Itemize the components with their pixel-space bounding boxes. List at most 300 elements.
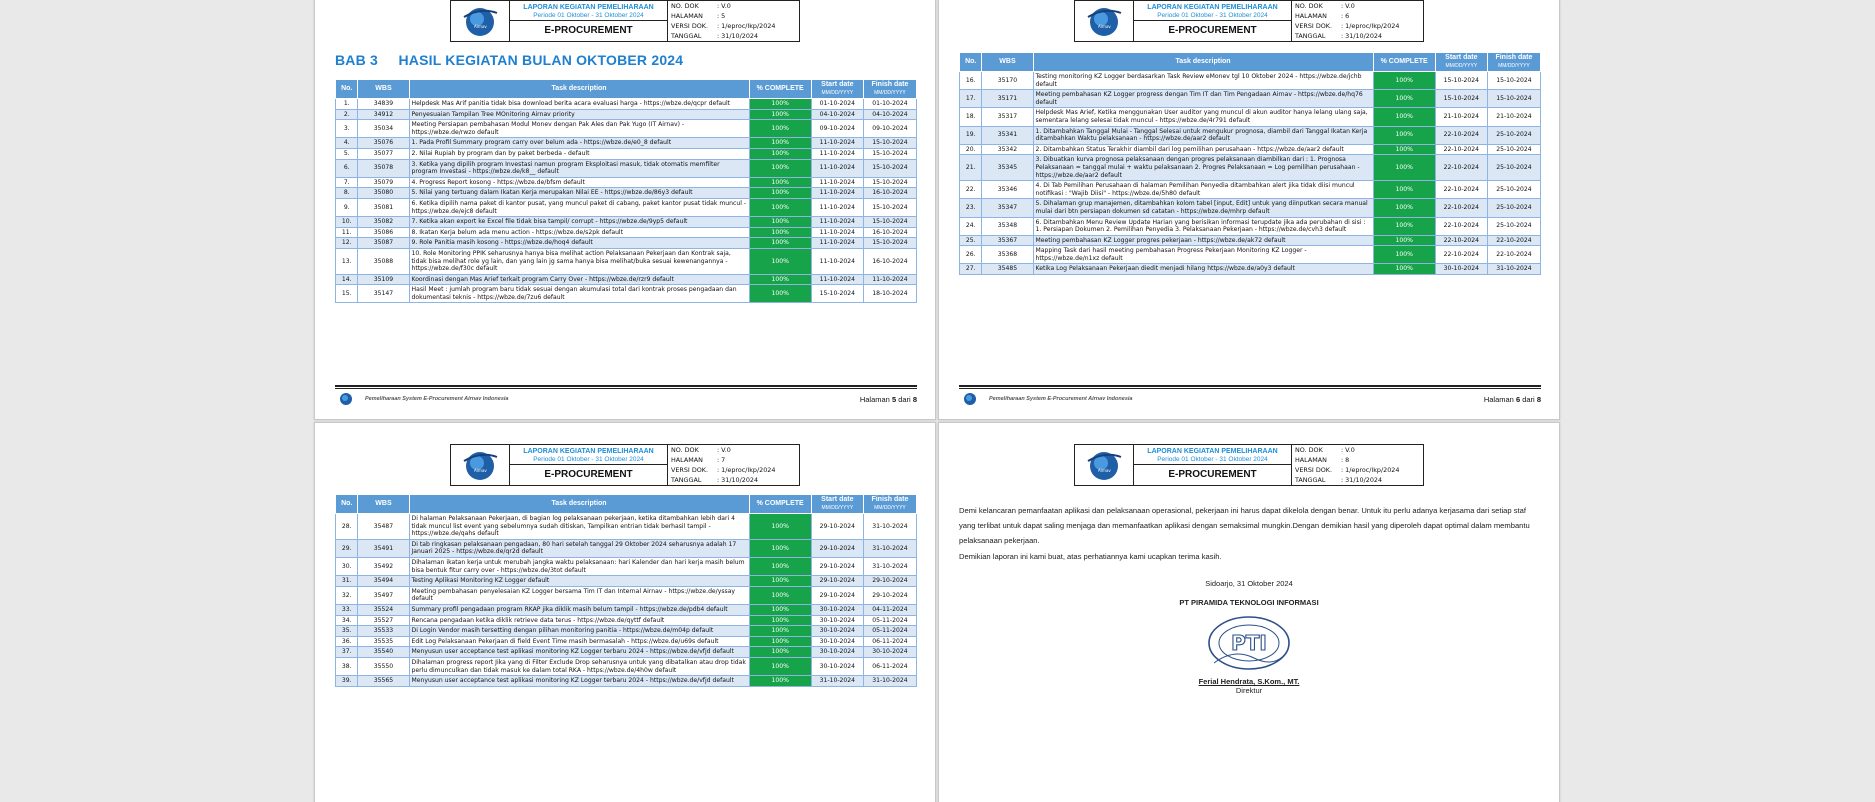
doc-header	[1074, 0, 1424, 42]
table-header-row	[336, 80, 917, 99]
table-row	[960, 217, 1541, 235]
row-description: Edit Log Pelaksanaan Pekerjaan di field Event Time masih bermasalah - https://wbze.de/u69s default	[409, 636, 749, 647]
row-start-date: 11-10-2024	[811, 138, 863, 149]
row-number: 12.	[336, 238, 358, 249]
footer-text: Pemeliharaan System E-Procurement Airnav Indonesia	[365, 396, 509, 402]
col-pct: % COMPLETE	[749, 80, 811, 99]
table-row	[336, 99, 917, 110]
row-complete: 100%	[749, 188, 811, 199]
row-wbs: 35494	[358, 576, 409, 587]
date-format: MM/DD/YYYY	[1445, 63, 1478, 69]
col-desc: Task description	[409, 80, 749, 99]
table-row	[336, 586, 917, 604]
row-finish-date: 22-10-2024	[1487, 246, 1540, 264]
row-start-date: 21-10-2024	[1435, 108, 1487, 126]
section-title: BAB 3 HASIL KEGIATAN BULAN OKTOBER 2024	[335, 52, 684, 68]
row-number: 27.	[960, 264, 982, 275]
row-finish-date: 01-10-2024	[863, 99, 916, 110]
table-row	[336, 109, 917, 120]
row-wbs: 35081	[358, 198, 409, 216]
row-start-date: 11-10-2024	[811, 148, 863, 159]
row-wbs: 35550	[358, 657, 409, 675]
table-row	[960, 235, 1541, 246]
table-row	[336, 238, 917, 249]
row-wbs: 35088	[358, 248, 409, 274]
row-start-date: 29-10-2024	[811, 557, 863, 575]
row-complete: 100%	[1373, 72, 1435, 90]
row-finish-date: 16-10-2024	[863, 188, 916, 199]
table-row	[960, 72, 1541, 90]
col-no: No.	[960, 53, 982, 72]
row-wbs: 35346	[982, 181, 1033, 199]
row-wbs: 35080	[358, 188, 409, 199]
row-description: Meeting pembahasan penyelesaian KZ Logger bersama Tim IT dan Internal Airnav - https://wbze.de/yssay default	[409, 586, 749, 604]
row-wbs: 35079	[358, 177, 409, 188]
table-row	[336, 539, 917, 557]
row-wbs: 35086	[358, 227, 409, 238]
row-start-date: 11-10-2024	[811, 238, 863, 249]
meta-label: NO. DOK	[1295, 2, 1323, 10]
table-row	[960, 199, 1541, 217]
row-start-date: 11-10-2024	[811, 159, 863, 177]
table-row	[960, 90, 1541, 108]
svg-text:Airnav: Airnav	[474, 24, 487, 29]
table-row	[336, 188, 917, 199]
row-number: 26.	[960, 246, 982, 264]
meta-label: HALAMAN	[1295, 456, 1327, 464]
row-complete: 100%	[749, 636, 811, 647]
row-number: 17.	[960, 90, 982, 108]
report-title: LAPORAN KEGIATAN PEMELIHARAAN	[1147, 448, 1278, 455]
col-wbs: WBS	[358, 80, 409, 99]
row-finish-date: 06-11-2024	[863, 636, 916, 647]
doc-header	[450, 0, 800, 42]
meta-label: NO. DOK	[671, 2, 699, 10]
row-wbs: 35345	[982, 155, 1033, 181]
row-start-date: 04-10-2024	[811, 109, 863, 120]
row-number: 4.	[336, 138, 358, 149]
row-complete: 100%	[749, 285, 811, 303]
row-description: Dihalaman progress report Jika yang di Filter Exclude Drop seharusnya untuk yang dibatalkan atau drop tidak perlu dimunculkan dan tidak masuk ke dalam total RKA - https://wbze.de/4h0w default	[409, 657, 749, 675]
row-start-date: 30-10-2024	[811, 615, 863, 626]
row-finish-date: 31-10-2024	[1487, 264, 1540, 275]
col-finish	[1487, 53, 1540, 72]
table-row	[336, 576, 917, 587]
meta-label: VERSI DOK.	[671, 22, 708, 30]
row-complete: 100%	[749, 217, 811, 228]
row-number: 28.	[336, 514, 358, 540]
table-header-row	[960, 53, 1541, 72]
row-finish-date: 31-10-2024	[863, 514, 916, 540]
row-number: 5.	[336, 148, 358, 159]
footer-word-dari: dari	[898, 394, 911, 404]
page-6	[938, 0, 1560, 420]
row-description: Meeting pembahasan KZ Logger progress dengan Tim IT dan Tim Pengadaan Airnav - https://wbze.de/hq76 default	[1033, 90, 1373, 108]
date-format: MM/DD/YYYY	[874, 505, 906, 511]
row-description: 10. Role Monitoring PPIK seharusnya hanya bisa melihat action Pelaksanaan Pekerjaan dan Kontrak saja, tidak bisa melihat role yg lain, dan yang lain jg sama hanya bisa melihat/buka sesuai kewenangannya - https://wbze.de/f30c default	[409, 248, 749, 274]
row-wbs: 35317	[982, 108, 1033, 126]
row-description: 5. Dihalaman grup manajemen, ditambahkan kolom tabel [input, Edit] untuk yang diinputkan secara manual mulai dari btn persiapan dokumen sd catatan - https://wbze.de/mhrp default	[1033, 199, 1373, 217]
row-finish-date: 21-10-2024	[1487, 108, 1540, 126]
row-finish-date: 09-10-2024	[863, 120, 916, 138]
row-start-date: 22-10-2024	[1435, 155, 1487, 181]
row-number: 29.	[336, 539, 358, 557]
row-wbs: 34839	[358, 99, 409, 110]
row-number: 10.	[336, 217, 358, 228]
stamp-text: PTI	[1231, 631, 1267, 655]
row-complete: 100%	[1373, 199, 1435, 217]
signer-name: Ferial Hendrata, S.Kom., MT.	[1198, 677, 1300, 686]
closing-paragraph-2: Demikian laporan ini kami buat, atas perhatiannya kami ucapkan terima kasih.	[959, 552, 1222, 561]
row-number: 32.	[336, 586, 358, 604]
row-wbs: 35077	[358, 148, 409, 159]
page-7	[314, 422, 936, 802]
col-finish	[863, 495, 916, 514]
row-finish-date: 04-11-2024	[863, 604, 916, 615]
row-description: Helpdesk Mas Arief, Ketika menggunakan User auditor yang muncul di akun auditor hanya lelang ulang saja, sementara lelang selesai tidak muncul - https://wbze.de/4r791 default	[1033, 108, 1373, 126]
row-number: 11.	[336, 227, 358, 238]
row-number: 19.	[960, 126, 982, 144]
row-wbs: 35109	[358, 274, 409, 285]
date-format: MM/DD/YYYY	[1498, 63, 1530, 69]
row-description: 4. Di Tab Pemilihan Perusahaan di halaman Pemilihan Penyedia ditambahkan alert jika tidak diisi muncul notifikasi : "Wajib Diisi" - https://wbze.de/5h80 default	[1033, 181, 1373, 199]
row-number: 15.	[336, 285, 358, 303]
row-finish-date: 31-10-2024	[863, 676, 916, 687]
airnav-logo	[1075, 1, 1134, 41]
row-description: Meeting Persiapan pembahasan Modul Monev dengan Pak Ales dan Pak Yugo (IT Airnav) - https://wbze.de/rwzo default	[409, 120, 749, 138]
closing-paragraph-1: Demi kelancaran pemanfaatan aplikasi dan pelaksanaan operasional, pekerjaan ini harus dapat dikelola dengan benar. Untuk itu perlu adanya kerjasama dari setiap staf yang terlibat untuk dapat saling menjaga dan memanfaatkan aplikasi dengan semaksimal mungkin.Dengan demikian hasil yang diperoleh dapat optimal dalam membantu pelaksanaan pekerjaan.	[959, 506, 1530, 545]
meta-value: : V.0	[1341, 446, 1355, 454]
table-row	[960, 181, 1541, 199]
date-format: MM/DD/YYYY	[821, 505, 854, 511]
table-row	[960, 126, 1541, 144]
airnav-footer-icon	[963, 392, 977, 406]
row-start-date: 11-10-2024	[811, 188, 863, 199]
row-number: 1.	[336, 99, 358, 110]
row-wbs: 35348	[982, 217, 1033, 235]
row-number: 39.	[336, 676, 358, 687]
row-description: 6. Ketika dipilih nama paket di kantor pusat, yang muncul paket di cabang, paket kantor pusat tidak muncul - https://wbze.de/ejc8 default	[409, 198, 749, 216]
table-row	[960, 155, 1541, 181]
row-finish-date: 15-10-2024	[863, 138, 916, 149]
row-finish-date: 15-10-2024	[863, 217, 916, 228]
meta-label: NO. DOK	[1295, 446, 1323, 454]
system-name: E-PROCUREMENT	[1134, 20, 1291, 41]
row-start-date: 22-10-2024	[1435, 144, 1487, 155]
row-finish-date: 29-10-2024	[863, 586, 916, 604]
row-start-date: 11-10-2024	[811, 274, 863, 285]
table-row	[960, 144, 1541, 155]
company-stamp-icon	[1204, 613, 1294, 673]
doc-footer	[959, 385, 1541, 407]
row-start-date: 30-10-2024	[1435, 264, 1487, 275]
row-finish-date: 31-10-2024	[863, 557, 916, 575]
page-number	[860, 395, 917, 404]
doc-footer	[335, 385, 917, 407]
signer-title: Direktur	[1235, 686, 1263, 695]
doc-meta	[1292, 1, 1423, 41]
meta-value: : 31/10/2024	[717, 476, 759, 484]
table-row	[336, 217, 917, 228]
row-finish-date: 25-10-2024	[1487, 144, 1540, 155]
meta-value: : 1/eproc/lkp/2024	[717, 22, 776, 30]
col-start	[1435, 53, 1487, 72]
meta-value: : 31/10/2024	[1341, 476, 1383, 484]
row-complete: 100%	[749, 557, 811, 575]
row-description: Di halaman Pelaksanaan Pekerjaan, di bagian log pelaksanaan pekerjaan, ketika ditambahkan lebih dari 4 tidak muncul list event yang sebelumnya sudah ditiskan, Tampilkan entrian tidak berhasil tampil - https://wbze.de/qahs default	[409, 514, 749, 540]
meta-label: TANGGAL	[1295, 32, 1326, 40]
row-complete: 100%	[749, 159, 811, 177]
footer-total: 8	[912, 394, 917, 404]
row-complete: 100%	[749, 99, 811, 110]
row-start-date: 22-10-2024	[1435, 235, 1487, 246]
row-wbs: 35170	[982, 72, 1033, 90]
row-description: Testing monitoring KZ Logger berdasarkan Task Review eMonev tgl 10 Oktober 2024 - https://wbze.de/jchb default	[1033, 72, 1373, 90]
task-table	[335, 494, 917, 687]
row-complete: 100%	[1373, 90, 1435, 108]
row-complete: 100%	[749, 274, 811, 285]
col-start	[811, 80, 863, 99]
meta-label: TANGGAL	[671, 32, 702, 40]
company-name: PT PIRAMIDA TEKNOLOGI INFORMASI	[1179, 598, 1319, 607]
col-finish-label: Finish date	[871, 81, 909, 88]
row-finish-date: 15-10-2024	[863, 238, 916, 249]
airnav-logo	[451, 445, 510, 485]
row-start-date: 15-10-2024	[1435, 90, 1487, 108]
row-wbs: 35087	[358, 238, 409, 249]
col-start-label: Start date	[821, 496, 854, 503]
meta-value: : 6	[1341, 12, 1350, 20]
row-finish-date: 04-10-2024	[863, 109, 916, 120]
table-row	[336, 514, 917, 540]
row-description: Testing Aplikasi Monitoring KZ Logger default	[409, 576, 749, 587]
airnav-logo	[451, 1, 510, 41]
row-start-date: 15-10-2024	[811, 285, 863, 303]
date-format: MM/DD/YYYY	[821, 90, 854, 96]
row-finish-date: 05-11-2024	[863, 626, 916, 637]
row-finish-date: 15-10-2024	[1487, 90, 1540, 108]
row-wbs: 35535	[358, 636, 409, 647]
footer-word-halaman: Halaman	[1483, 394, 1514, 404]
doc-meta	[668, 1, 799, 41]
meta-label: VERSI DOK.	[671, 466, 708, 474]
row-wbs: 35527	[358, 615, 409, 626]
row-complete: 100%	[749, 177, 811, 188]
row-complete: 100%	[749, 198, 811, 216]
row-number: 33.	[336, 604, 358, 615]
row-description: Menyusun user acceptance test aplikasi monitoring KZ Logger terbaru 2024 - https://wbze.de/vfjd default	[409, 647, 749, 658]
row-finish-date: 25-10-2024	[1487, 181, 1540, 199]
table-row	[960, 108, 1541, 126]
row-start-date: 11-10-2024	[811, 248, 863, 274]
row-finish-date: 15-10-2024	[863, 177, 916, 188]
svg-text:Airnav: Airnav	[1098, 468, 1111, 473]
row-description: 3. Dibuatkan kurva prognosa pelaksanaan dengan progres pelaksanaan diambilkan dari : 1. Prognosa Pelaksanaan = tanggal mulai + waktu pelaksanaan 2. Progres Pelaksanaan = Log pemilihan perusahaan - https://wbze.de/aar2 default	[1033, 155, 1373, 181]
row-complete: 100%	[749, 676, 811, 687]
row-start-date: 11-10-2024	[811, 198, 863, 216]
row-start-date: 22-10-2024	[1435, 126, 1487, 144]
row-description: Di Login Vendor masih tersetting dengan pilihan monitoring panitia - https://wbze.de/m04p default	[409, 626, 749, 637]
col-desc: Task description	[409, 495, 749, 514]
row-number: 2.	[336, 109, 358, 120]
table-row	[336, 274, 917, 285]
row-complete: 100%	[749, 615, 811, 626]
row-number: 35.	[336, 626, 358, 637]
row-complete: 100%	[749, 109, 811, 120]
meta-value: : 7	[717, 456, 726, 464]
row-start-date: 22-10-2024	[1435, 217, 1487, 235]
row-number: 30.	[336, 557, 358, 575]
report-period: Periode 01 Oktober - 31 Oktober 2024	[533, 456, 644, 463]
row-wbs: 35078	[358, 159, 409, 177]
row-number: 18.	[960, 108, 982, 126]
row-wbs: 35367	[982, 235, 1033, 246]
row-finish-date: 16-10-2024	[863, 227, 916, 238]
row-complete: 100%	[749, 227, 811, 238]
report-title: LAPORAN KEGIATAN PEMELIHARAAN	[523, 4, 654, 11]
table-row	[336, 285, 917, 303]
row-number: 38.	[336, 657, 358, 675]
row-description: 2. Ditambahkan Status Terakhir diambil dari log pemilihan perusahaan - https://wbze.de/aar2 default	[1033, 144, 1373, 155]
row-complete: 100%	[1373, 264, 1435, 275]
row-wbs: 35034	[358, 120, 409, 138]
row-wbs: 35147	[358, 285, 409, 303]
row-complete: 100%	[1373, 144, 1435, 155]
row-number: 22.	[960, 181, 982, 199]
row-number: 36.	[336, 636, 358, 647]
col-pct: % COMPLETE	[749, 495, 811, 514]
row-description: 8. Ikatan Kerja belum ada menu action - https://wbze.de/s2pk default	[409, 227, 749, 238]
row-number: 16.	[960, 72, 982, 90]
row-complete: 100%	[1373, 126, 1435, 144]
row-number: 34.	[336, 615, 358, 626]
row-finish-date: 16-10-2024	[863, 248, 916, 274]
svg-text:Airnav: Airnav	[474, 468, 487, 473]
row-complete: 100%	[749, 657, 811, 675]
row-description: 5. Nilai yang tertuang dalam Ikatan Kerja merupakan Nilai EE - https://wbze.de/86y3 default	[409, 188, 749, 199]
row-number: 23.	[960, 199, 982, 217]
meta-value: : V.0	[717, 2, 731, 10]
meta-label: TANGGAL	[1295, 476, 1326, 484]
table-row	[336, 248, 917, 274]
row-wbs: 35487	[358, 514, 409, 540]
page-8	[938, 422, 1560, 802]
row-number: 9.	[336, 198, 358, 216]
meta-value: : 8	[1341, 456, 1350, 464]
meta-label: VERSI DOK.	[1295, 466, 1332, 474]
report-title: LAPORAN KEGIATAN PEMELIHARAAN	[1147, 4, 1278, 11]
task-table	[335, 79, 917, 303]
airnav-logo	[1075, 445, 1134, 485]
col-wbs: WBS	[982, 53, 1033, 72]
row-start-date: 15-10-2024	[1435, 72, 1487, 90]
meta-label: NO. DOK	[671, 446, 699, 454]
table-header-row	[336, 495, 917, 514]
svg-text:Airnav: Airnav	[1098, 24, 1111, 29]
row-wbs: 35540	[358, 647, 409, 658]
row-wbs: 35492	[358, 557, 409, 575]
col-pct: % COMPLETE	[1373, 53, 1435, 72]
row-start-date: 29-10-2024	[811, 514, 863, 540]
col-no: No.	[336, 80, 358, 99]
doc-header	[450, 444, 800, 486]
table-row	[336, 177, 917, 188]
row-finish-date: 06-11-2024	[863, 657, 916, 675]
row-start-date: 30-10-2024	[811, 657, 863, 675]
row-number: 6.	[336, 159, 358, 177]
row-wbs: 34912	[358, 109, 409, 120]
row-number: 25.	[960, 235, 982, 246]
row-complete: 100%	[749, 248, 811, 274]
row-number: 31.	[336, 576, 358, 587]
row-wbs: 35342	[982, 144, 1033, 155]
col-finish-label: Finish date	[871, 496, 909, 503]
airnav-footer-icon	[339, 392, 353, 406]
meta-label: HALAMAN	[671, 12, 703, 20]
footer-page: 6	[1515, 394, 1521, 404]
row-description: Helpdesk Mas Arif panitia tidak bisa download berita acara evaluasi harga - https://wbze.de/qcpr default	[409, 99, 749, 110]
table-row	[336, 626, 917, 637]
table-row	[336, 604, 917, 615]
meta-value: : 31/10/2024	[1341, 32, 1383, 40]
meta-value: : V.0	[717, 446, 731, 454]
row-description: 9. Role Panitia masih kosong - https://wbze.de/hoq4 default	[409, 238, 749, 249]
table-row	[336, 557, 917, 575]
row-description: Di tab ringkasan pelaksanaan pengadaan, 80 hari setelah tanggal 29 Oktober 2024 seharusnya adalah 17 Januari 2025 - https://wbze.de/qr2d default	[409, 539, 749, 557]
date-format: MM/DD/YYYY	[874, 90, 906, 96]
table-row	[336, 148, 917, 159]
row-finish-date: 25-10-2024	[1487, 155, 1540, 181]
table-row	[336, 159, 917, 177]
row-description: Penyesuaian Tampilan Tree MOnitoring Airnav priority	[409, 109, 749, 120]
page-5	[314, 0, 936, 420]
col-no: No.	[336, 495, 358, 514]
row-number: 14.	[336, 274, 358, 285]
system-name: E-PROCUREMENT	[510, 464, 667, 485]
footer-word-halaman: Halaman	[859, 394, 890, 404]
row-number: 21.	[960, 155, 982, 181]
system-name: E-PROCUREMENT	[510, 20, 667, 41]
table-row	[336, 198, 917, 216]
footer-page: 5	[891, 394, 897, 404]
row-complete: 100%	[749, 148, 811, 159]
row-start-date: 30-10-2024	[811, 604, 863, 615]
row-start-date: 22-10-2024	[1435, 199, 1487, 217]
meta-value: : 31/10/2024	[717, 32, 759, 40]
col-finish	[863, 80, 916, 99]
row-description: Koordinasi dengan Mas Arief terkait program Carry Over - https://wbze.de/rzr9 default	[409, 274, 749, 285]
row-wbs: 35485	[982, 264, 1033, 275]
row-start-date: 01-10-2024	[811, 99, 863, 110]
meta-label: TANGGAL	[671, 476, 702, 484]
col-wbs: WBS	[358, 495, 409, 514]
table-row	[336, 657, 917, 675]
row-finish-date: 30-10-2024	[863, 647, 916, 658]
doc-meta	[668, 445, 799, 485]
row-description: Menyusun user acceptance test aplikasi monitoring KZ Logger terbaru 2024 - https://wbze.de/vfjd default	[409, 676, 749, 687]
row-finish-date: 25-10-2024	[1487, 217, 1540, 235]
table-row	[336, 120, 917, 138]
row-description: 1. Ditambahkan Tanggal Mulai - Tanggal Selesai untuk mengukur prognosa, diambil dari Tanggal Ikatan Kerja ditambahkan Waktu pelaksanaan - https://wbze.de/aar2 default	[1033, 126, 1373, 144]
row-finish-date: 29-10-2024	[863, 576, 916, 587]
row-wbs: 35368	[982, 246, 1033, 264]
row-wbs: 35533	[358, 626, 409, 637]
meta-label: HALAMAN	[671, 456, 703, 464]
row-description: Ketika Log Pelaksanaan Pekerjaan diedit menjadi hilang https://wbze.de/a0y3 default	[1033, 264, 1373, 275]
meta-label: HALAMAN	[1295, 12, 1327, 20]
row-wbs: 35524	[358, 604, 409, 615]
row-wbs: 35565	[358, 676, 409, 687]
